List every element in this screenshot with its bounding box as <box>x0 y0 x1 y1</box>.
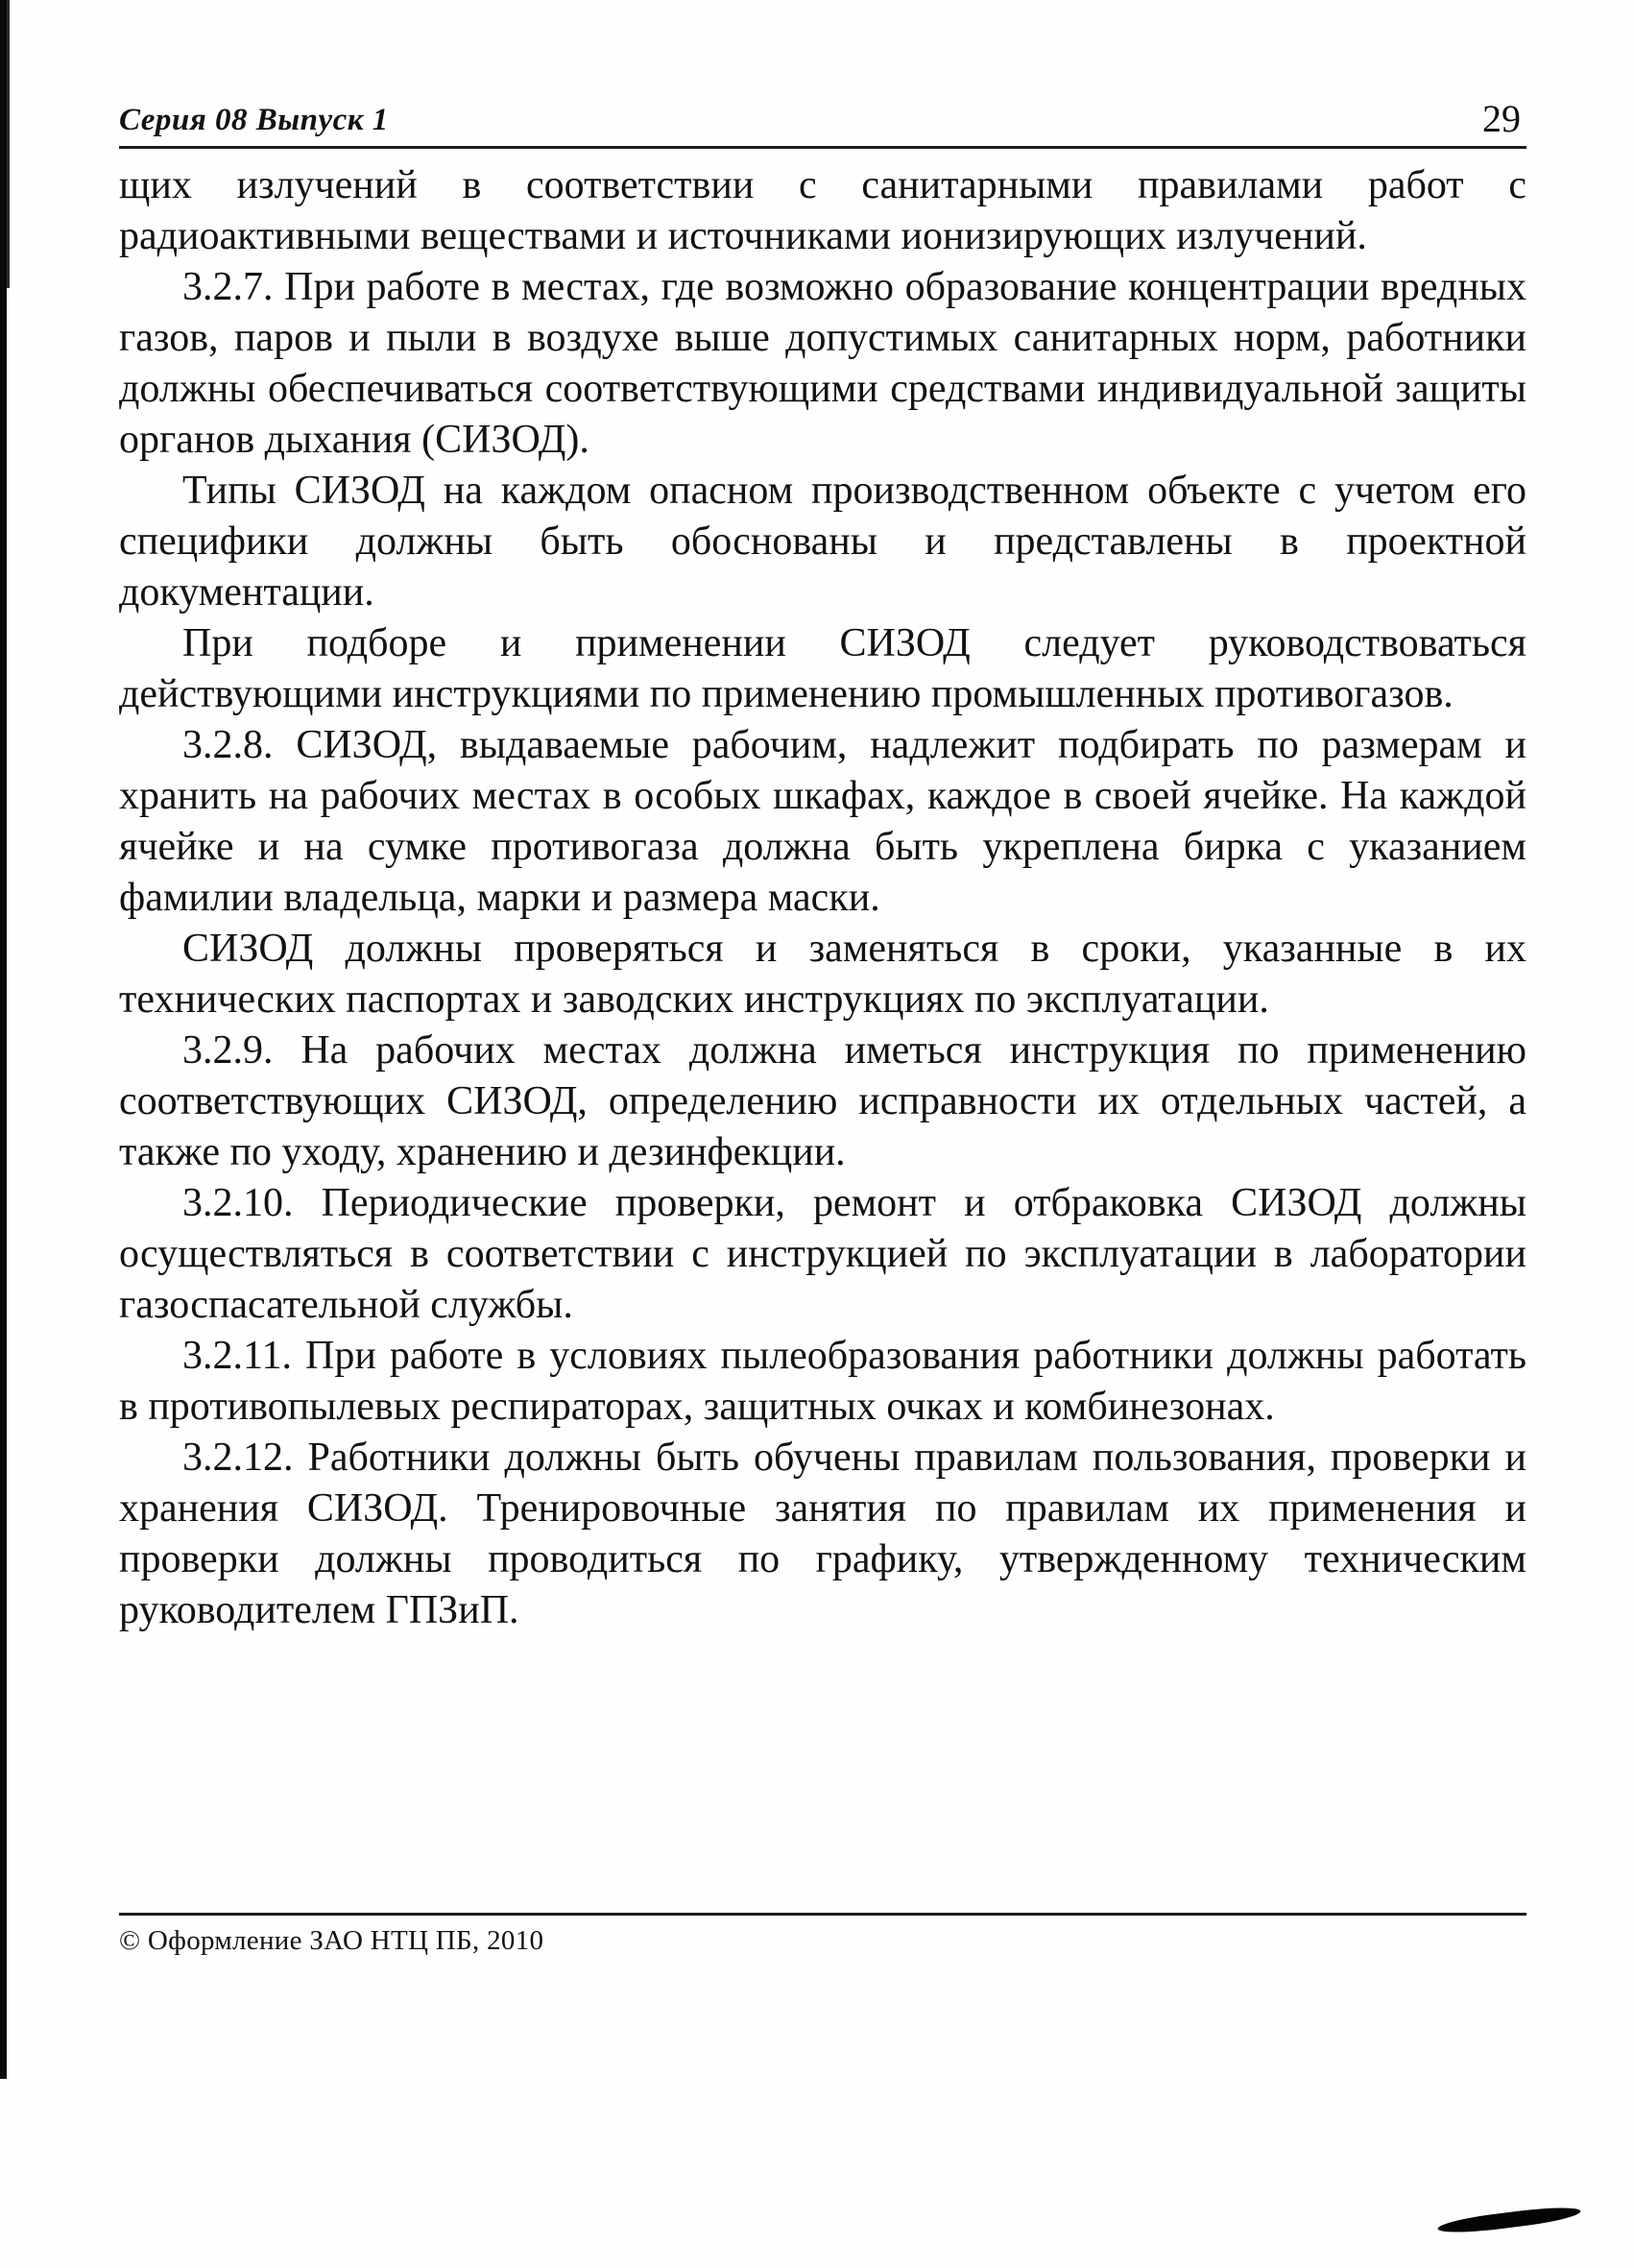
paragraph: 3.2.12. Работники должны быть обучены правилам пользования, проверки и хранения СИЗОД. Тренировочные занятия по правилам их применения и проверки должны проводиться по графику, утвержденному техническим руководителем ГПЗиП. <box>119 1436 1526 1632</box>
scan-artifact-left-edge <box>0 0 7 2079</box>
paragraph: СИЗОД должны проверяться и заменяться в сроки, указанные в их технических паспортах и заводских инструкциях по эксплуатации. <box>119 927 1526 1022</box>
paragraph: Типы СИЗОД на каждом опасном производственном объекте с учетом его специфики должны быть обоснованы и представлены в проектной документации. <box>119 469 1526 615</box>
copyright-notice: © Оформление ЗАО НТЦ ПБ, 2010 <box>119 1925 544 1956</box>
paragraph: 3.2.9. На рабочих местах должна иметься инструкция по применению соответствующих СИЗОД, определению исправности их отдельных частей, а также по уходу, хранению и дезинфекции. <box>119 1028 1526 1174</box>
page-footer <box>119 1913 1526 1957</box>
document-body <box>119 160 1526 1636</box>
paragraph: 3.2.7. При работе в местах, где возможно образование концентрации вредных газов, паров и пыли в воздухе выше допустимых санитарных норм, работники должны обеспечиваться соответствующими средствами индивидуальной защиты органов дыхания (СИЗОД). <box>119 265 1526 462</box>
page-number: 29 <box>1482 97 1521 140</box>
paragraph: щих излучений в соответствии с санитарными правилами работ с радиоактивными веществами и источниками ионизирующих излучений. <box>119 163 1526 258</box>
paragraph: При подборе и применении СИЗОД следует руководствоваться действующими инструкциями по применению промышленных противогазов. <box>119 621 1526 716</box>
paragraph: 3.2.11. При работе в условиях пылеобразования работники должны работать в противопылевых респираторах, защитных очках и комбинезонах. <box>119 1334 1526 1429</box>
paragraph: 3.2.8. СИЗОД, выдаваемые рабочим, надлежит подбирать по размерам и хранить на рабочих местах в особых шкафах, каждое в своей ячейке. На каждой ячейке и на сумке противогаза должна быть укреплена бирка с указанием фамилии владельца, марки и размера маски. <box>119 723 1526 920</box>
running-title: Серия 08 Выпуск 1 <box>119 103 389 137</box>
paragraph: 3.2.10. Периодические проверки, ремонт и отбраковка СИЗОД должны осуществляться в соответствии с инструкцией по эксплуатации в лаборатории газоспасательной службы. <box>119 1181 1526 1327</box>
page-header <box>119 97 1526 149</box>
scan-artifact-bottom-right <box>1437 2204 1582 2236</box>
